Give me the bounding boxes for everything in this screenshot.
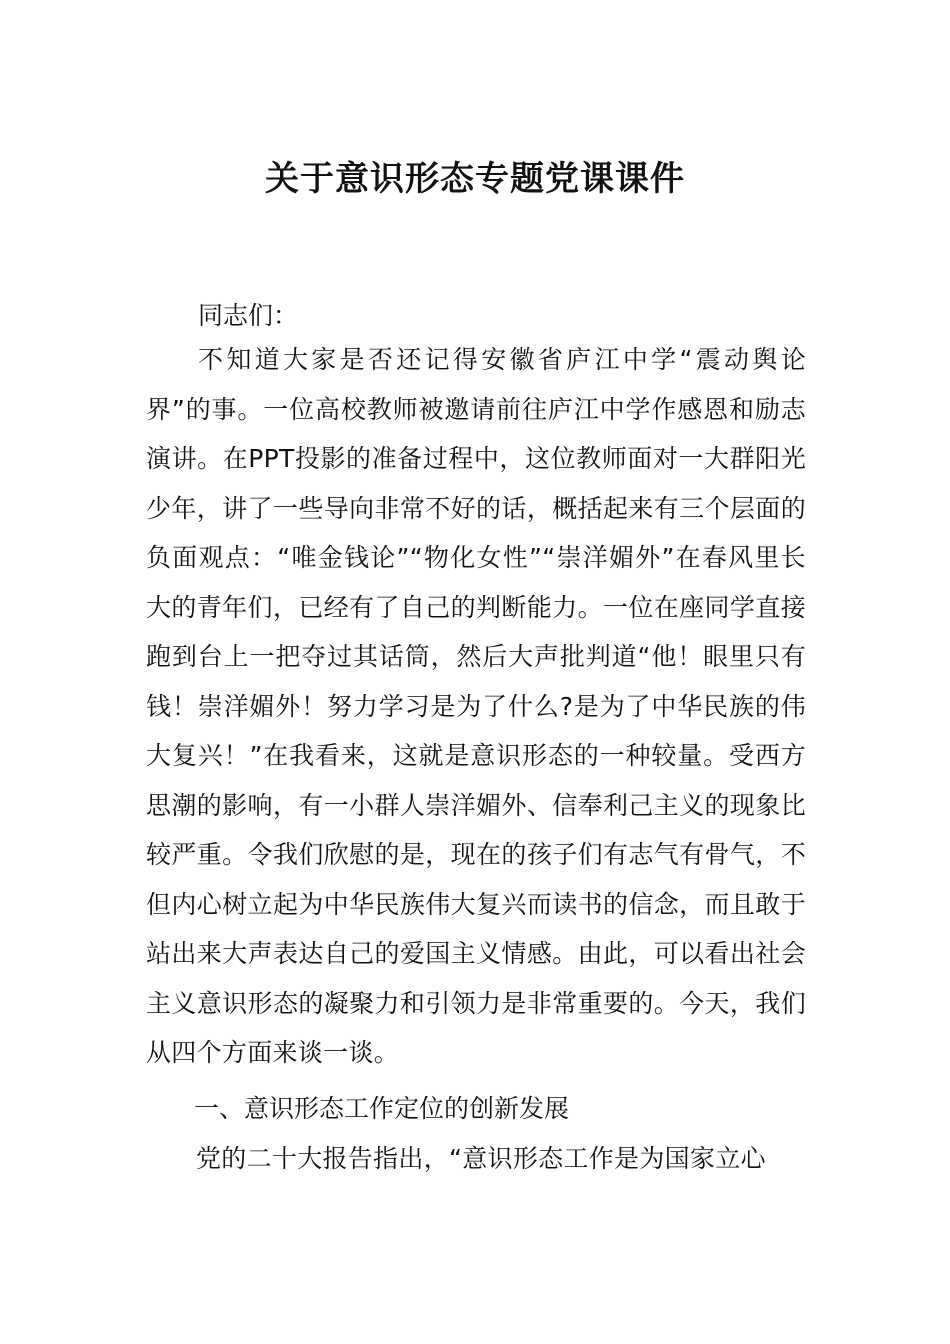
salutation: 同志们： bbox=[198, 301, 299, 330]
section-heading-1: 一、意识形态工作定位的创新发展 bbox=[194, 1094, 570, 1123]
body-paragraph-2: 党的二十大报告指出，“意识形态工作是为国家立心 bbox=[196, 1144, 766, 1173]
document-title: 关于意识形态专题党课课件 bbox=[265, 159, 685, 199]
body-paragraph-1: 不知道大家是否还记得安徽省庐江中学“震动舆论界”的事。一位高校教师被邀请前往庐江中学作感恩和励志演讲。在PPT投影的准备过程中，这位教师面对一大群阳光少年，讲了一些导向非常不好的话，概括起来有三个层面的负面观点：“唯金钱论”“物化女性”“崇洋媚外”在春风里长大的青年们，已经有了自己的判断能力。一位在座同学直接跑到台上一把夺过其话筒，然后大声批判道“他！眼里只有钱！崇洋媚外！努力学习是为了什么?是为了中华民族的伟大复兴！”在我看来，这就是意识形态的一种较量。受西方思潮的影响，有一小群人崇洋媚外、信奉利己主义的现象比较严重。令我们欣慰的是，现在的孩子们有志气有骨气，不但内心树立起为中华民族伟大复兴而读书的信念，而且敢于站出来大声表达自己的爱国主义情感。由此，可以看出社会主义意识形态的凝聚力和引领力是非常重要的。今天，我们从四个方面来谈一谈。 bbox=[146, 345, 806, 1067]
